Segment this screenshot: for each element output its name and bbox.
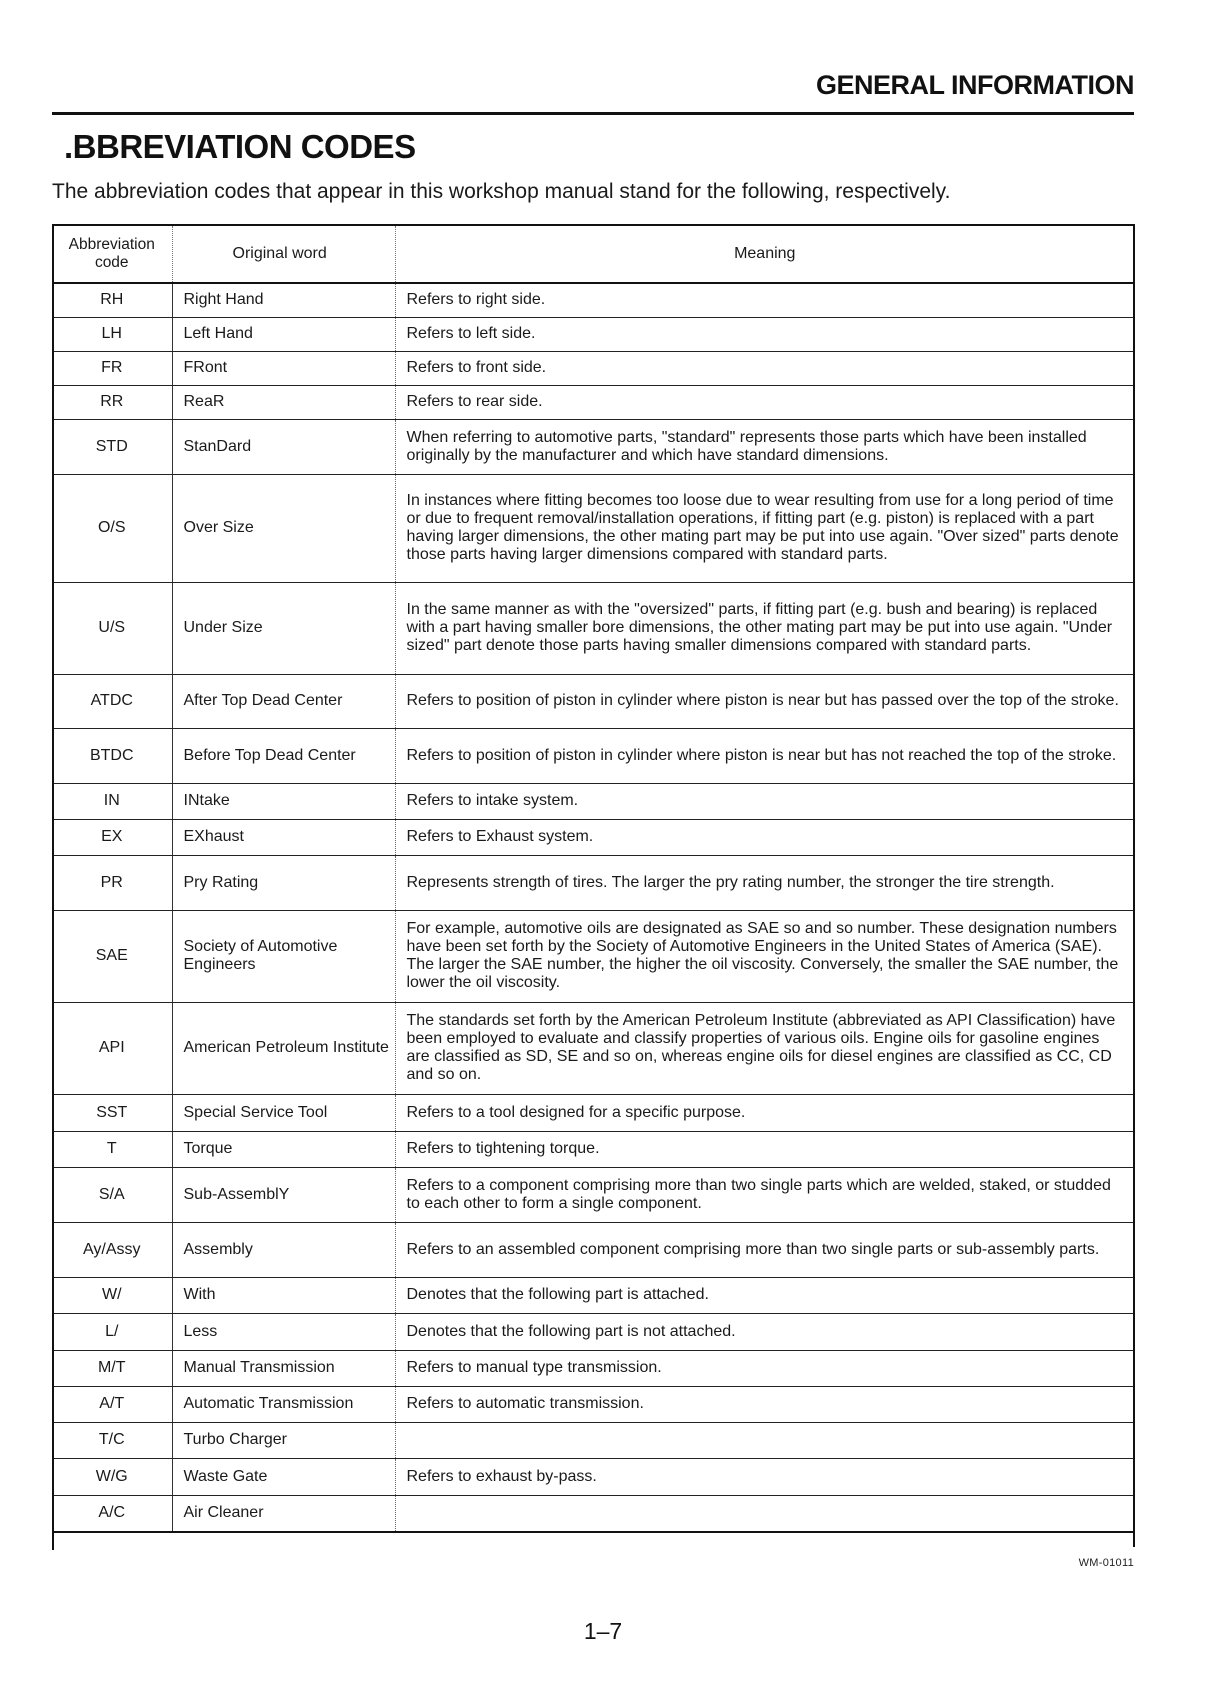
table-row xyxy=(52,582,1134,674)
table-row xyxy=(52,1131,1134,1167)
table-row xyxy=(52,1350,1134,1386)
meaning xyxy=(395,1422,1134,1458)
abbreviation-code: Ay/Assy xyxy=(52,1222,172,1277)
table-row xyxy=(52,1495,1134,1532)
abbreviation-code: U/S xyxy=(52,582,172,674)
original-word: INtake xyxy=(172,783,395,819)
meaning: Refers to tightening torque. xyxy=(395,1131,1134,1167)
table-row xyxy=(52,1002,1134,1094)
original-word: ReaR xyxy=(172,385,395,419)
original-word: With xyxy=(172,1277,395,1313)
table-body xyxy=(52,283,1134,1532)
table-row xyxy=(52,351,1134,385)
original-word: Air Cleaner xyxy=(172,1495,395,1532)
original-word: EXhaust xyxy=(172,819,395,855)
table-left-border xyxy=(52,224,54,1550)
table-row xyxy=(52,1386,1134,1422)
table-header-row xyxy=(52,225,1134,283)
table-row xyxy=(52,783,1134,819)
abbreviation-code: IN xyxy=(52,783,172,819)
original-word: Right Hand xyxy=(172,283,395,317)
abbreviation-code: SAE xyxy=(52,910,172,1002)
original-word: Automatic Transmission xyxy=(172,1386,395,1422)
table-row xyxy=(52,674,1134,728)
meaning: Refers to position of piston in cylinder where piston is near but has passed over the top of the stroke. xyxy=(395,674,1134,728)
meaning: In instances where fitting becomes too loose due to wear resulting from use for a long period of time or due to frequent removal/installation operations, if fitting part (e.g. piston) is replaced with a part having larger dimensions, the other mating part may be put into use again. "Over sized" parts denote those parts having larger dimensions compared with standard parts. xyxy=(395,474,1134,582)
abbreviation-code: A/T xyxy=(52,1386,172,1422)
abbreviation-code: API xyxy=(52,1002,172,1094)
original-word: Turbo Charger xyxy=(172,1422,395,1458)
meaning: Refers to a tool designed for a specific purpose. xyxy=(395,1094,1134,1131)
table-row xyxy=(52,1313,1134,1350)
table-right-border xyxy=(1133,224,1135,1547)
abbreviation-code: EX xyxy=(52,819,172,855)
table-row xyxy=(52,1222,1134,1277)
abbreviation-table xyxy=(52,224,1134,1533)
table-row xyxy=(52,1422,1134,1458)
table-row xyxy=(52,474,1134,582)
abbreviation-code: T xyxy=(52,1131,172,1167)
section-header: GENERAL INFORMATION xyxy=(816,70,1134,100)
original-word: After Top Dead Center xyxy=(172,674,395,728)
abbreviation-code: PR xyxy=(52,855,172,910)
meaning: When referring to automotive parts, "standard" represents those parts which have been installed originally by the manufacturer and which have standard dimensions. xyxy=(395,419,1134,474)
original-word: Less xyxy=(172,1313,395,1350)
abbreviation-code: W/G xyxy=(52,1458,172,1495)
original-word: Left Hand xyxy=(172,317,395,351)
meaning: Refers to rear side. xyxy=(395,385,1134,419)
meaning: The standards set forth by the American Petroleum Institute (abbreviated as API Classification) have been employed to evaluate and classify properties of various oils. Engine oils for gasoline engines are classified as SD, SE and so on, whereas engine oils for diesel engines are classified as CC, CD and so on. xyxy=(395,1002,1134,1094)
abbreviation-code: O/S xyxy=(52,474,172,582)
table-row xyxy=(52,283,1134,317)
meaning: Refers to a component comprising more than two single parts which are welded, staked, or studded to each other to form a single component. xyxy=(395,1167,1134,1222)
meaning: Denotes that the following part is attached. xyxy=(395,1277,1134,1313)
abbreviation-code: RH xyxy=(52,283,172,317)
table-row xyxy=(52,728,1134,783)
table-row xyxy=(52,1458,1134,1495)
header-rule xyxy=(52,112,1134,115)
meaning: Refers to position of piston in cylinder where piston is near but has not reached the top of the stroke. xyxy=(395,728,1134,783)
original-word: Special Service Tool xyxy=(172,1094,395,1131)
meaning: In the same manner as with the "oversized" parts, if fitting part (e.g. bush and bearing) is replaced with a part having smaller bore dimensions, the other mating part may be put into use again. "Under sized" part denote those parts having smaller dimensions compared with standard parts. xyxy=(395,582,1134,674)
original-word: Society of Automotive Engineers xyxy=(172,910,395,1002)
table-row xyxy=(52,910,1134,1002)
meaning: Refers to right side. xyxy=(395,283,1134,317)
abbreviation-code: M/T xyxy=(52,1350,172,1386)
meaning: Refers to left side. xyxy=(395,317,1134,351)
meaning: Denotes that the following part is not attached. xyxy=(395,1313,1134,1350)
table-row xyxy=(52,855,1134,910)
original-word: Torque xyxy=(172,1131,395,1167)
meaning: Refers to exhaust by-pass. xyxy=(395,1458,1134,1495)
original-word: Over Size xyxy=(172,474,395,582)
meaning: Refers to an assembled component comprising more than two single parts or sub-assembly parts. xyxy=(395,1222,1134,1277)
table-row xyxy=(52,819,1134,855)
original-word: Before Top Dead Center xyxy=(172,728,395,783)
original-word: American Petroleum Institute xyxy=(172,1002,395,1094)
table-row xyxy=(52,317,1134,351)
abbreviation-code: T/C xyxy=(52,1422,172,1458)
meaning: Represents strength of tires. The larger the pry rating number, the stronger the tire strength. xyxy=(395,855,1134,910)
abbreviation-code: A/C xyxy=(52,1495,172,1532)
abbreviation-code: L/ xyxy=(52,1313,172,1350)
intro-text: The abbreviation codes that appear in this workshop manual stand for the following, respectively. xyxy=(52,180,951,203)
original-word: Pry Rating xyxy=(172,855,395,910)
abbreviation-code: RR xyxy=(52,385,172,419)
page-number: 1–7 xyxy=(583,1618,623,1644)
meaning: For example, automotive oils are designated as SAE so and so number. These designation numbers have been set forth by the Society of Automotive Engineers in the United States of America (SAE). The larger the SAE number, the higher the oil viscosity. Conversely, the smaller the SAE number, the lower the oil viscosity. xyxy=(395,910,1134,1002)
abbreviation-code: W/ xyxy=(52,1277,172,1313)
abbreviation-code: STD xyxy=(52,419,172,474)
abbreviation-code: LH xyxy=(52,317,172,351)
original-word: StanDard xyxy=(172,419,395,474)
meaning xyxy=(395,1495,1134,1532)
original-word: FRont xyxy=(172,351,395,385)
meaning: Refers to Exhaust system. xyxy=(395,819,1134,855)
meaning: Refers to front side. xyxy=(395,351,1134,385)
table-row xyxy=(52,419,1134,474)
meaning: Refers to automatic transmission. xyxy=(395,1386,1134,1422)
header-original-word: Original word xyxy=(172,225,395,283)
original-word: Waste Gate xyxy=(172,1458,395,1495)
original-word: Assembly xyxy=(172,1222,395,1277)
original-word: Under Size xyxy=(172,582,395,674)
abbreviation-code: S/A xyxy=(52,1167,172,1222)
original-word: Sub-AssemblY xyxy=(172,1167,395,1222)
abbreviation-code: SST xyxy=(52,1094,172,1131)
abbreviation-code: ATDC xyxy=(52,674,172,728)
header-meaning: Meaning xyxy=(395,225,1134,283)
table-row xyxy=(52,1167,1134,1222)
table-row xyxy=(52,1277,1134,1313)
header-abbreviation-code: Abbreviation code xyxy=(52,225,172,283)
figure-reference-code: WM-01011 xyxy=(1078,1557,1134,1569)
table-row xyxy=(52,385,1134,419)
meaning: Refers to intake system. xyxy=(395,783,1134,819)
abbreviation-code: BTDC xyxy=(52,728,172,783)
original-word: Manual Transmission xyxy=(172,1350,395,1386)
abbreviation-code: FR xyxy=(52,351,172,385)
meaning: Refers to manual type transmission. xyxy=(395,1350,1134,1386)
page-title: .BBREVIATION CODES xyxy=(64,128,416,165)
table-row xyxy=(52,1094,1134,1131)
